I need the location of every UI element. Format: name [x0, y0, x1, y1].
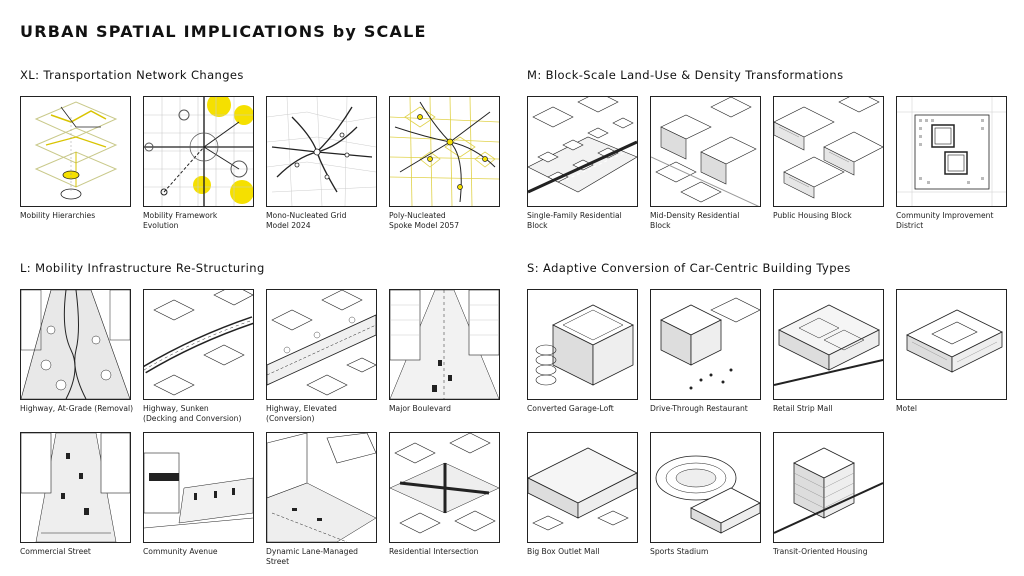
tile-caption: Mono-Nucleated Grid Model 2024 [266, 211, 347, 230]
tile-image [266, 96, 377, 207]
poly-spoke-map-icon [390, 97, 499, 206]
tile-caption: Community Avenue [143, 547, 218, 556]
tile-community-improvement-district[interactable] [896, 96, 1007, 231]
tile-big-box-outlet-mall[interactable] [527, 432, 638, 557]
isometric-building-icon [897, 290, 1006, 399]
tile-community-avenue[interactable] [143, 432, 254, 557]
tile-caption: Mobility Framework Evolution [143, 211, 218, 230]
section-heading-s: S: Adaptive Conversion of Car-Centric Building Types [527, 261, 851, 275]
isometric-block-icon [651, 97, 760, 206]
tile-image [650, 432, 761, 543]
isometric-building-icon [774, 290, 883, 399]
tile-caption: Highway, Elevated (Conversion) [266, 404, 337, 423]
tile-mono-nucleated-grid[interactable] [266, 96, 377, 231]
tile-highway-at-grade[interactable] [20, 289, 134, 414]
tile-image [20, 96, 131, 207]
isometric-block-icon [774, 97, 883, 206]
tile-image [143, 96, 254, 207]
tile-caption: Big Box Outlet Mall [527, 547, 600, 556]
section-heading-xl: XL: Transportation Network Changes [20, 68, 244, 82]
tile-single-family-block[interactable] [527, 96, 638, 231]
tile-image [266, 289, 377, 400]
isometric-block-icon [528, 97, 637, 206]
tile-caption: Drive-Through Restaurant [650, 404, 748, 413]
perspective-street-icon [390, 290, 499, 399]
tile-image [266, 432, 377, 543]
tile-highway-elevated[interactable] [266, 289, 377, 424]
perspective-street-icon [144, 433, 253, 542]
tile-image [773, 289, 884, 400]
tile-caption: Mid-Density Residential Block [650, 211, 740, 230]
tile-motel[interactable] [896, 289, 1007, 414]
isometric-building-icon [528, 433, 637, 542]
tile-image [773, 96, 884, 207]
isometric-street-icon [267, 433, 376, 542]
tile-image [773, 432, 884, 543]
isometric-street-icon [21, 290, 130, 399]
tile-caption: Public Housing Block [773, 211, 852, 220]
tile-image [389, 432, 500, 543]
tile-caption: Transit-Oriented Housing [773, 547, 868, 556]
section-l [20, 261, 510, 571]
section-m [527, 68, 1017, 238]
tile-caption: Highway, Sunken (Decking and Conversion) [143, 404, 242, 423]
isometric-building-icon [651, 433, 760, 542]
district-plan-icon [897, 97, 1006, 206]
tile-mid-density-block[interactable] [650, 96, 761, 231]
tile-image [650, 96, 761, 207]
tile-mobility-framework-evolution[interactable] [143, 96, 254, 231]
tile-caption: Community Improvement District [896, 211, 994, 230]
section-heading-l: L: Mobility Infrastructure Re-Structuring [20, 261, 265, 275]
tile-commercial-street[interactable] [20, 432, 131, 557]
tile-image [20, 289, 131, 400]
tile-mobility-hierarchies[interactable] [20, 96, 131, 221]
tile-caption: Poly-Nucleated Spoke Model 2057 [389, 211, 460, 230]
tile-image [20, 432, 131, 543]
tile-image [143, 432, 254, 543]
mono-grid-map-icon [267, 97, 376, 206]
tile-caption: Sports Stadium [650, 547, 709, 556]
tile-image [896, 289, 1007, 400]
tile-caption: Converted Garage-Loft [527, 404, 614, 413]
tile-poly-nucleated-spoke[interactable] [389, 96, 500, 231]
tile-major-boulevard[interactable] [389, 289, 500, 414]
tile-sports-stadium[interactable] [650, 432, 761, 557]
tile-caption: Mobility Hierarchies [20, 211, 96, 220]
section-xl [20, 68, 510, 238]
tile-public-housing-block[interactable] [773, 96, 884, 221]
tile-retail-strip-mall[interactable] [773, 289, 884, 414]
isometric-street-icon [144, 290, 253, 399]
tile-caption: Retail Strip Mall [773, 404, 833, 413]
tile-caption: Residential Intersection [389, 547, 479, 556]
page-title: URBAN SPATIAL IMPLICATIONS by SCALE [20, 22, 427, 41]
tile-image [896, 96, 1007, 207]
tile-caption: Motel [896, 404, 917, 413]
framework-grid-diagram-icon [144, 97, 253, 206]
tile-caption: Commercial Street [20, 547, 91, 556]
tile-caption: Dynamic Lane-Managed Street [266, 547, 358, 566]
tile-image [527, 96, 638, 207]
isometric-street-icon [390, 433, 499, 542]
tile-image [527, 432, 638, 543]
perspective-street-icon [21, 433, 130, 542]
tile-image [650, 289, 761, 400]
tile-image [527, 289, 638, 400]
section-heading-m: M: Block-Scale Land-Use & Density Transformations [527, 68, 844, 82]
section-s [527, 261, 1017, 571]
tile-converted-garage-loft[interactable] [527, 289, 638, 414]
tile-drive-through-restaurant[interactable] [650, 289, 761, 414]
tile-transit-oriented-housing[interactable] [773, 432, 884, 557]
tile-dynamic-lane-street[interactable] [266, 432, 377, 567]
tile-image [389, 289, 500, 400]
isometric-street-icon [267, 290, 376, 399]
tile-caption: Single-Family Residential Block [527, 211, 622, 230]
tile-caption: Major Boulevard [389, 404, 451, 413]
tile-residential-intersection[interactable] [389, 432, 500, 557]
tile-image [143, 289, 254, 400]
layered-network-diagram-icon [21, 97, 130, 206]
tile-highway-sunken[interactable] [143, 289, 254, 424]
tile-image [389, 96, 500, 207]
tile-caption: Highway, At-Grade (Removal) [20, 404, 134, 413]
isometric-building-icon [651, 290, 760, 399]
isometric-building-icon [774, 433, 883, 542]
isometric-building-icon [528, 290, 637, 399]
